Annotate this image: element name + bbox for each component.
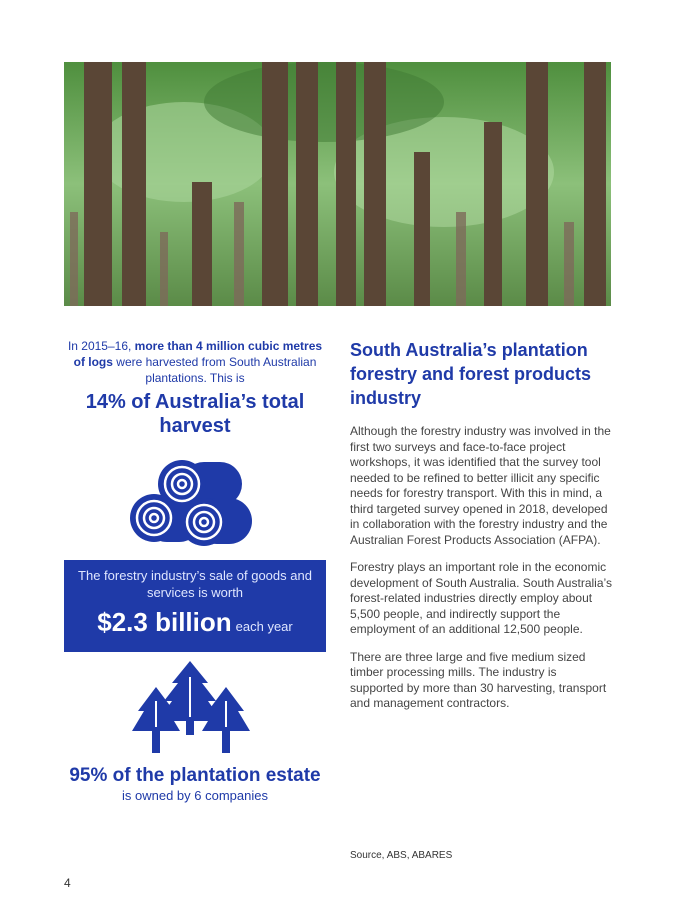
sales-panel [64,560,326,652]
trees-icon [132,661,250,757]
forest-photo [64,62,611,306]
sales-amount: $2.3 billion [97,607,232,637]
estate-stat [64,764,326,804]
harvest-intro: In 2015–16, more than 4 million cubic metres of logs were harvested from South Australian plantations. This is [67,339,323,385]
sales-value [64,607,326,638]
estate-sub: is owned by 6 companies [122,788,268,803]
sales-text: The forestry industry’s sale of goods and services is worth [78,568,312,600]
harvest-share: 14% of Australia’s total harvest [85,391,305,437]
harvest-summary [64,338,326,438]
industry-article [350,338,612,724]
logs-icon [124,452,264,558]
sales-suffix: each year [235,619,293,634]
article-paragraph-1: Although the forestry industry was involved in the first two surveys and face-to-face project workshops, it was identified that the survey tool needed to be refined to better illicit any specific needs for forestry transport. With this in mind, a third targeted survey opened in 2018, developed in collaboration with the forestry industry and the Australian Forest Products Association (AFPA). [350,424,611,547]
article-heading: South Australia’s plantation forestry and forest products industry [350,340,592,408]
estate-heading: 95% of the plantation estate [69,765,321,786]
source-note: Source, ABS, ABARES [350,850,453,861]
article-paragraph-2: Forestry plays an important role in the economic development of South Australia. South Australia’s forest-related industries directly employ about 5,500 people, and indirectly support the employment of an additional 12,500 people. [350,560,612,636]
page-number: 4 [64,876,71,890]
article-paragraph-3: There are three large and five medium sized timber processing mills. The industry is supported by more than 30 harvesting, transport and management contractors. [350,649,607,710]
